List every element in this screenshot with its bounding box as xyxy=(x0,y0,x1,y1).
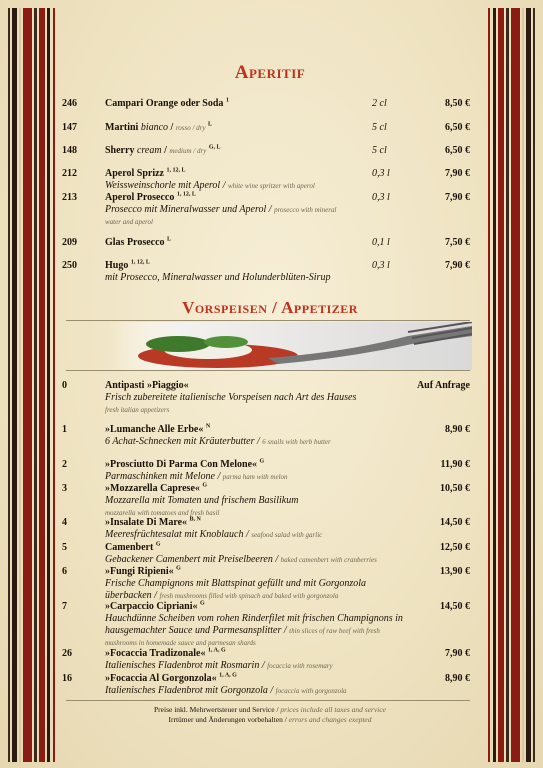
section-divider xyxy=(66,370,470,371)
section-divider xyxy=(66,320,470,321)
aperitif-title: Aperitif xyxy=(234,62,306,83)
footer-divider xyxy=(66,700,470,701)
right-stripe-border xyxy=(477,8,539,762)
appetizer-photo xyxy=(108,322,472,370)
vorspeisen-title: Vorspeisen / Appetizer xyxy=(182,298,358,317)
left-stripe-border xyxy=(4,8,66,762)
footer-note: Preise inkl. Mehrwertsteuer und Service / prices include all taxes and service Irrtümer und Änderungen vorbehalten / errors and changes exepted xyxy=(153,705,387,724)
menu-page: Aperitif 246 Campari Orange oder Soda $^1$ 2 cl 8,50 € 147 Martini bianco / rosso / dry $^L$ 5 cl 6,50 € 148 Sherry cream / medium / dry $^{G, L}$ 5 cl 6,50 € 212 Aperol Sprizz $^{1, 12, L}$ Weissweinschorle mit Aperol / white wine spritzer with aperol 0,3 l 7,90 € 213 Aperol Prosecco $^{1, 12, L}$ Prosecco mit Mineralwasser und Aperol / prosecco with mineral water and aperol 0,3 l 7,90 € 209 Glas Prosecco $^L$ 0,1 l 7,50 € 250 Hugo $^{1, 12, L}$ mit Prosecco, Mineralwasser und Holunderblüten-Sirup 0,3 l 7,90 € Vorspeisen / Appetizer 0 Antipasti »Piaggio« Frisch zubereitete italienische Vorspeisen nach Art des Hauses fresh italian appetizers Auf Anfrage 1 »Lumanche Alle Erbe« $^N$ 6 Achat-Schnecken mit Kräuterbutter / 6 snails with herb butter 8,90 € 2 »Prosciutto Di Parma Con Melone« $^G$ Parmaschinken mit Melone / parma ham with melon 11,90 € 3 »Mozzarella Caprese« $^G$ Mozzarella mit Tomaten und frischem Basilikum mozzarella with tomatoes and fresh basil 10,50 € 4 »Insalate Di Mare« $^{B, N}$ Meeresfrüchtesalat mit Knoblauch / seafood salad with garlic 14,50 € 5 Camenbert $^G$ Gebackener Camenbert mit Preiselbeeren / baked camenbert with cranberries 12,50 € 6 »Fungi Ripieni« $^G$ Frische Champignons mit Blattspinat gefüllt und mit Gorgonzola überbacken / fresh mushrooms filled with spinach and baked with gorgonzola 13,90 € 7 »Carpaccio Cipriani« $^G$ Hauchdünne Scheiben vom rohen Rinderfilet mit frischen Champignons in hausgemachter Sauce und Parmesansplitter / thin slices of raw beef with fresh mushrooms in homemade sauce and parmesan shards 14,50 € 26 »Focaccia Tradizonale« $^{1, A, G}$ Italienisches Fladenbrot mit Rosmarin / focaccia with rosemary 7,90 € 16 »Focaccia Al Gorgonzola« $^{1, A, G}$ Italienisches Fladenbrot mit Gorgonzola / focaccia with gorgonzola 8,90 € Preise inkl. Mehrwertsteuer und Service / prices include all taxes and service Irrtümer und Änderungen vorbehalten / errors and changes exepted xyxy=(0,0,543,768)
